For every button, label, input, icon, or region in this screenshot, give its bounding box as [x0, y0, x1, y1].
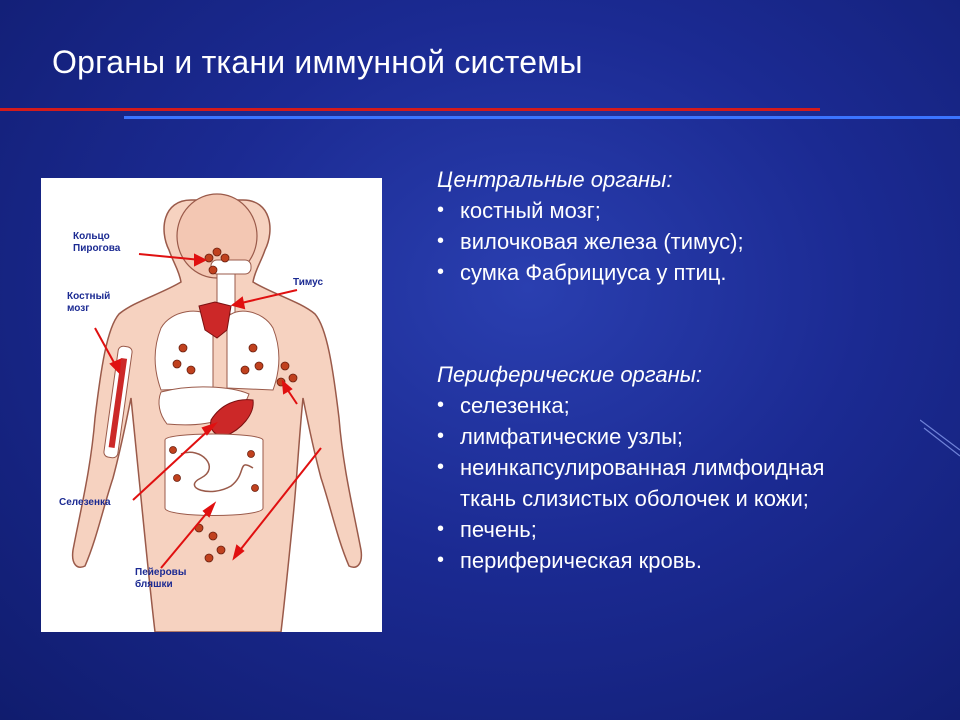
central-organs-list [437, 195, 744, 288]
slide-title: Органы и ткани иммунной системы [52, 44, 583, 80]
list-item: • неинкапсулированная лимфоидная ткань слизистых оболочек и кожи; [437, 452, 857, 514]
central-organs-block [437, 164, 744, 288]
list-item: • сумка Фабрициуса у птиц. [437, 257, 744, 288]
central-organs-heading: Центральные органы: [437, 167, 673, 192]
peripheral-organs-heading: Периферические органы: [437, 362, 703, 387]
peripheral-organs-list [437, 390, 857, 576]
list-item: • вилочковая железа (тимус); [437, 226, 744, 257]
list-item: • периферическая кровь. [437, 545, 857, 576]
corner-decoration [920, 410, 960, 460]
list-item: • лимфатические узлы; [437, 421, 857, 452]
title-rule-red [0, 108, 820, 111]
label-bone-marrow: Костный мозг [67, 291, 111, 314]
label-pirogov-ring: Кольцо Пирогова [73, 231, 121, 254]
label-thymus: Тимус [293, 277, 324, 288]
title-rule-blue [124, 116, 960, 119]
list-item: • костный мозг; [437, 195, 744, 226]
peripheral-organs-block [437, 359, 857, 576]
anatomy-figure [41, 178, 382, 632]
label-peyer-patches: Пейеровы бляшки [135, 567, 187, 590]
list-item: • селезенка; [437, 390, 857, 421]
list-item: • печень; [437, 514, 857, 545]
label-spleen: Селезенка [59, 497, 111, 508]
